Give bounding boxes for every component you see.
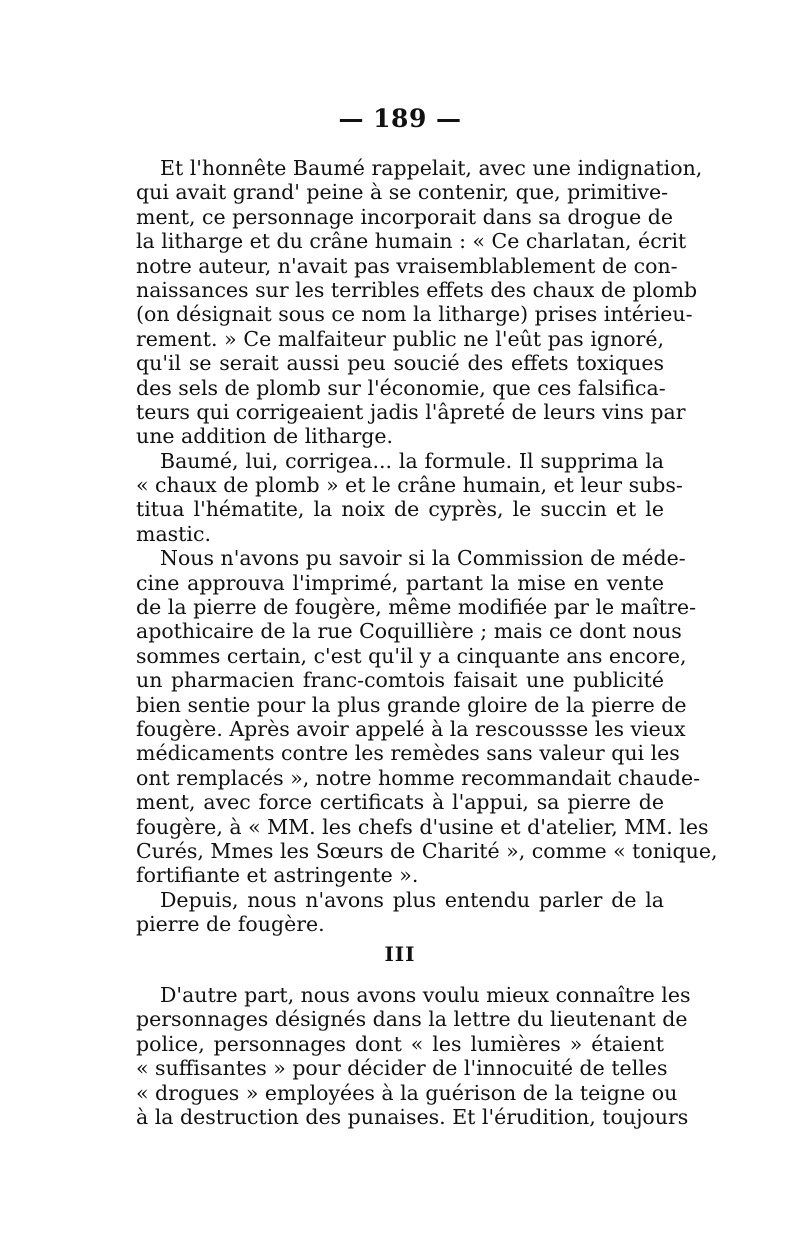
text-line: ment, ce personnage incorporait dans sa drogue de (136, 204, 674, 229)
page-number: — 189 — (338, 104, 462, 133)
text-line: qu'il se serait aussi peu soucié des effets toxiques (136, 351, 664, 376)
text-line: une addition de litharge. (136, 424, 394, 449)
text-line: (on désignait sous ce nom la litharge) prises intérieu- (136, 302, 693, 327)
text-line: Depuis, nous n'avons plus entendu parler de la (160, 887, 664, 912)
text-line: Baumé, lui, corrigea... la formule. Il supprima la (160, 448, 664, 473)
text-line: cine approuva l'imprimé, partant la mise en vente (136, 570, 664, 595)
text-line: sommes certain, c'est qu'il y a cinquante ans encore, (136, 643, 687, 668)
body-text-before-section (136, 156, 718, 937)
text-line: ont remplacés », notre homme recommandait chaude- (136, 765, 701, 790)
text-line: apothicaire de la rue Coquillière ; mais ce dont nous (136, 619, 682, 644)
text-line: Et l'honnête Baumé rappelait, avec une indignation, (160, 156, 703, 180)
text-line: « chaux de plomb » et le crâne humain, et leur subs- (136, 473, 683, 498)
text-line: personnages désignés dans la lettre du lieutenant de (136, 1007, 688, 1032)
text-line: police, personnages dont « les lumières » étaient (136, 1031, 664, 1056)
text-line: qui avait grand' peine à se contenir, que, primitive- (136, 180, 669, 205)
text-line: fortifiante et astringente ». (136, 863, 419, 888)
text-line: titua l'hématite, la noix de cyprès, le succin et le (136, 497, 664, 522)
text-line: pierre de fougère. (136, 912, 325, 937)
text-line: fougère, à « MM. les chefs d'usine et d'atelier, MM. les (136, 814, 709, 839)
text-line: Nous n'avons pu savoir si la Commission de méde- (160, 546, 686, 571)
text-line: rement. » Ce malfaiteur public ne l'eût pas ignoré, (136, 326, 664, 351)
text-line: la litharge et du crâne humain : « Ce charlatan, écrit (136, 229, 687, 254)
text-line: de la pierre de fougère, même modifiée par le maître- (136, 595, 696, 620)
text-line: D'autre part, nous avons voulu mieux connaître les (160, 983, 691, 1007)
text-line: bien sentie pour la plus grande gloire de la pierre de (136, 692, 687, 717)
text-line: notre auteur, n'avait pas vraisemblablement de con- (136, 253, 678, 278)
text-line: fougère. Après avoir appelé à la rescoussse les vieux (136, 716, 686, 741)
body-text-after-section (136, 983, 691, 1129)
text-line: teurs qui corrigeaient jadis l'âpreté de leurs vins par (136, 399, 686, 424)
text-line: « suffisantes » pour décider de l'innocuité de telles (136, 1056, 668, 1081)
text-line: mastic. (136, 521, 211, 546)
text-line: à la destruction des punaises. Et l'érudition, toujours (136, 1104, 689, 1129)
text-line: des sels de plomb sur l'économie, que ces falsifica- (136, 375, 666, 400)
text-line: médicaments contre les remèdes sans valeur qui les (136, 741, 680, 766)
text-line: Curés, Mmes les Sœurs de Charité », comme « tonique, (136, 838, 718, 863)
text-line: un pharmacien franc-comtois faisait une publicité (136, 668, 664, 693)
text-line: naissances sur les terribles effets des chaux de plomb (136, 277, 698, 302)
section-heading: III (384, 942, 416, 966)
text-line: « drogues » employées à la guérison de la teigne ou (136, 1080, 678, 1105)
text-line: ment, avec force certificats à l'appui, sa pierre de (136, 790, 664, 815)
